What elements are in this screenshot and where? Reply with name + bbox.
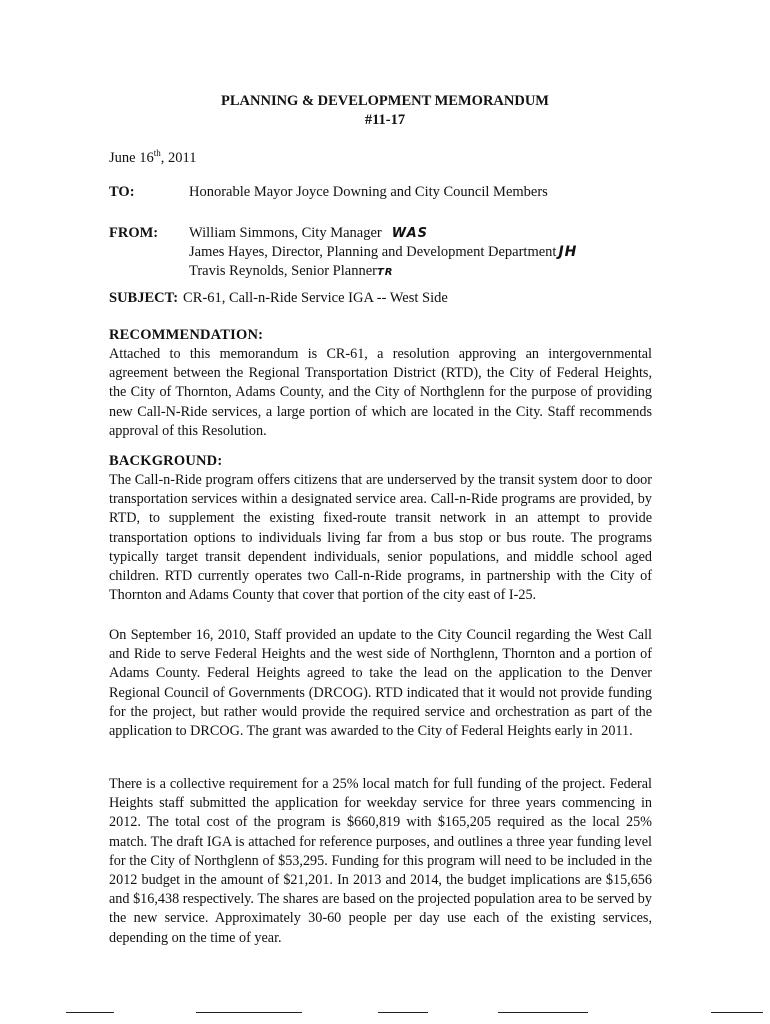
page-bottom-scan-marks: [0, 1012, 770, 1016]
signature-initials-1: WAS: [391, 226, 429, 241]
scan-mark: [378, 1012, 428, 1013]
date-ordinal: th: [153, 148, 161, 158]
from-label: FROM:: [109, 225, 159, 241]
background-section: [109, 452, 652, 605]
signature-initials-2: JH: [558, 244, 578, 260]
background-paragraph-3: There is a collective requirement for a 25% local match for full funding of the project. Federal Heights staff submitted the application for weekday service for three years commencing in 2012. The total cost of the program is $660,819 with $165,205 required as the local 25% match. The draft IGA is attached for reference purposes, and outlines a three year funding level for the City of Northglenn of $53,295. Funding for this program will need to be included in the 2012 budget in the amount of $21,201. In 2013 and 2014, the budget implications are $15,656 and $16,438 respectively. The shares are based on the projected population area to be served by the new service. Approximately 30-60 people per day use each of the existing services, depending on the time of year.: [109, 776, 652, 946]
memo-date: [109, 148, 196, 167]
recommendation-heading: RECOMMENDATION:: [109, 327, 264, 343]
to-label: TO:: [109, 184, 135, 200]
from-line-2: James Hayes, Director, Planning and Development Department JH: [189, 244, 578, 260]
scan-mark: [711, 1012, 763, 1013]
recommendation-section: [109, 326, 652, 441]
signature-initials-3: TR: [376, 267, 394, 278]
subject-row: [109, 290, 448, 307]
memo-title-line1: PLANNING & DEVELOPMENT MEMORANDUM: [221, 93, 549, 109]
subject-label: SUBJECT:: [109, 290, 179, 306]
recommendation-text: Attached to this memorandum is CR-61, a resolution approving an intergovernmental agreement between the Regional Transportation District (RTD), the City of Federal Heights, the City of Thornton, Adams County, and the City of Northglenn for the purpose of providing new Call-N-Ride services, a large portion of which are located in the City. Staff recommends approval of this Resolution.: [109, 346, 652, 439]
scan-mark: [196, 1012, 302, 1013]
subject-value: CR-61, Call-n-Ride Service IGA -- West Side: [183, 290, 448, 306]
to-value: Honorable Mayor Joyce Downing and City Council Members: [189, 184, 548, 200]
date-month-day: June 16: [109, 149, 154, 166]
background-heading: BACKGROUND:: [109, 453, 223, 469]
memo-number: #11-17: [364, 112, 406, 128]
memo-title: [0, 92, 770, 130]
from-line-3: Travis Reynolds, Senior PlannerTR: [189, 263, 394, 279]
scan-mark: [66, 1012, 114, 1013]
date-year: , 2011: [160, 149, 197, 166]
background-paragraph-2: On September 16, 2010, Staff provided an update to the City Council regarding the West Call and Ride to serve Federal Heights and the west side of Northglenn, Thornton and a portion of Adams County. Federal Heights agreed to take the lead on the application to the Denver Regional Council of Governments (DRCOG). RTD indicated that it would not provide funding for the project, but rather would provide the required service and orchestration as part of the application to DRCOG. The grant was awarded to the City of Federal Heights early in 2011.: [109, 627, 652, 740]
from-lines: [189, 224, 577, 282]
scan-mark: [498, 1012, 588, 1013]
from-line-1: William Simmons, City Manager WAS: [189, 225, 429, 241]
background-paragraph-1: The Call-n-Ride program offers citizens that are underserved by the transit system door to door transportation services within a designated service area. Call-n-Ride programs are provided, by RTD, to supplement the existing fixed-route transit network in an attempt to provide transportation options to individuals living far from a bus stop or bus route. The programs typically target transit dependent individuals, senior populations, and middle school aged children. RTD currently operates two Call-n-Ride programs, in partnership with the City of Thornton and Adams County that cover that portion of the city east of I-25.: [109, 472, 652, 604]
